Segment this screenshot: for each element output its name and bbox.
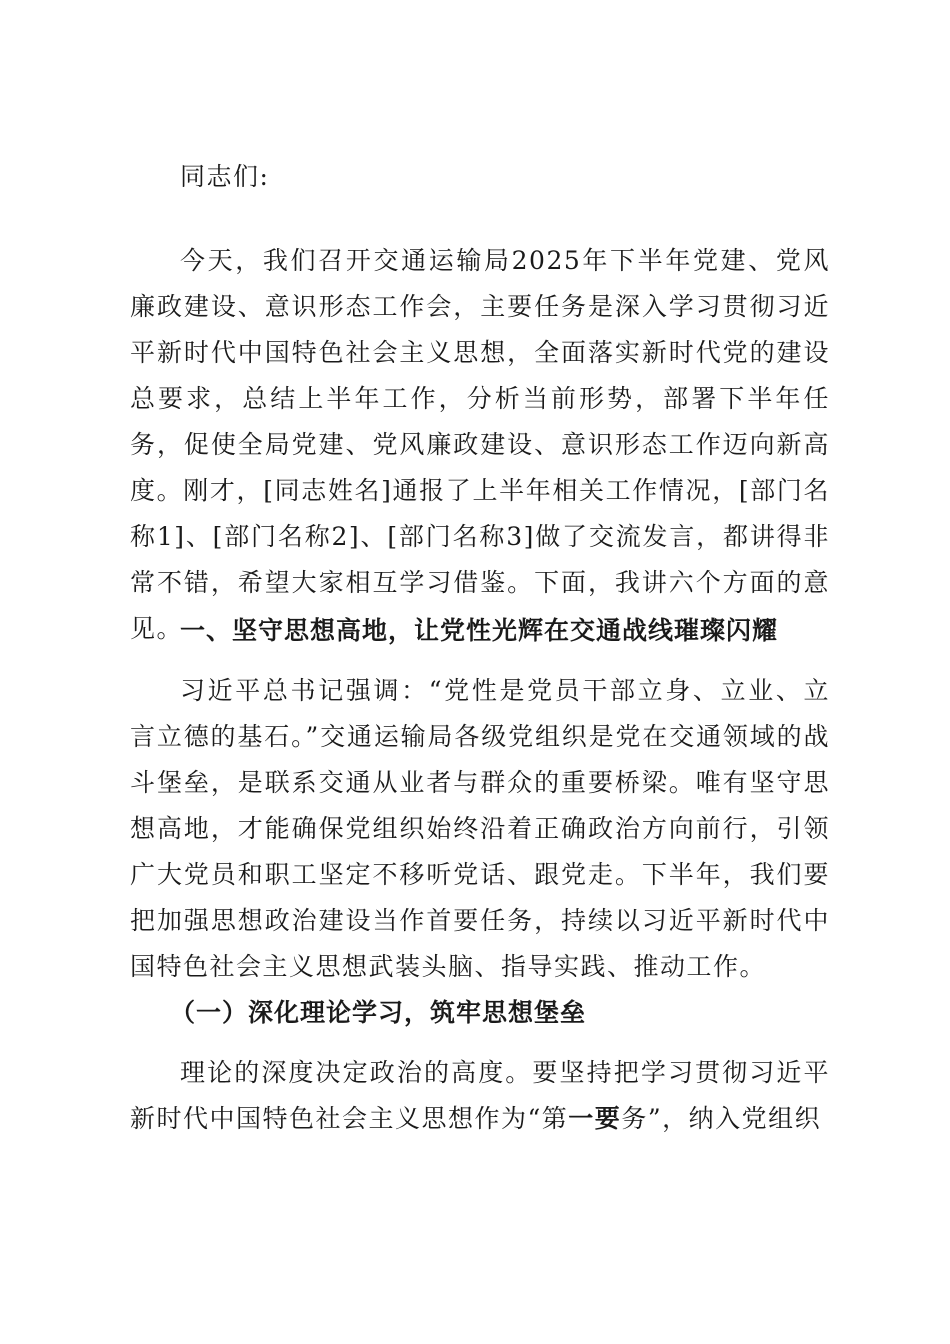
intro-paragraph: 今天，我们召开交通运输局2025年下半年党建、党风廉政建设、意识形态工作会，主要任务是深入学习贯彻习近平新时代中国特色社会主义思想，全面落实新时代党的建设总要求，总结上半年工作，分析当前形势，部署下半年任务，促使全局党建、党风廉政建设、意识形态工作迈向新高度。刚才，[同志姓名]通报了上半年相关工作情况，[部门名称1]、[部门名称2]、[部门名称3]做了交流发言，都讲得非常不错，希望大家相互学习借鉴。下面，我讲六个方面的意见。	[130, 246, 830, 643]
subsection-1-paragraph-tail-text: 务”，纳入党组织	[621, 1104, 822, 1133]
subsection-1-paragraph-text: 理论的深度决定政治的高度。要坚持把学习贯彻习近平新时代中国特色社会主义思想作为“第	[130, 1058, 830, 1133]
section-1-paragraph: 习近平总书记强调：“党性是党员干部立身、立业、立言立德的基石。”交通运输局各级党组织是党在交通领域的战斗堡垒，是联系交通从业者与群众的重要桥梁。唯有坚守思想高地，才能确保党组织始终沿着正确政治方向前行，引领广大党员和职工坚定不移听党话、跟党走。下半年，我们要把加强思想政治建设当作首要任务，持续以习近平新时代中国特色社会主义思想武装头脑、指导实践、推动工作。	[130, 676, 830, 981]
subsection-1-paragraph-bold-text: 一要	[568, 1104, 622, 1133]
subsection-1-heading: （一）深化理论学习，筑牢思想堡垒	[170, 998, 587, 1027]
salutation: 同志们:	[180, 162, 270, 191]
section-1-heading: 一、坚守思想高地，让党性光辉在交通战线璀璨闪耀	[180, 616, 779, 645]
subsection-1-paragraph	[130, 1050, 830, 1142]
